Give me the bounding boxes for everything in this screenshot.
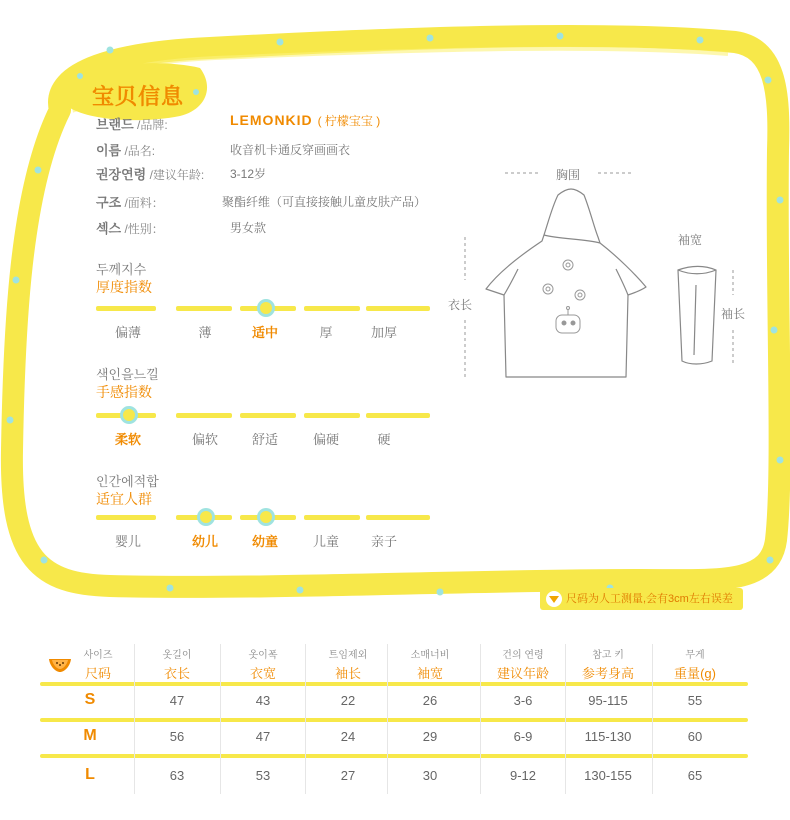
scale-label: 婴儿 xyxy=(114,534,141,549)
table-header-ko: 건의 연령 xyxy=(502,650,544,661)
info-label-zh: /面料： xyxy=(121,196,164,210)
scale-marker xyxy=(257,299,275,317)
table-size-label: L xyxy=(85,766,95,783)
scale-segment xyxy=(304,413,360,418)
table-size-label: S xyxy=(84,691,96,708)
table-header-zh xyxy=(565,663,651,682)
dim-length: 衣长 xyxy=(448,298,473,312)
brand-subname: ( 柠檬宝宝 ) xyxy=(317,114,381,128)
table-header-zh-text: 参考身高 xyxy=(581,666,634,681)
table-size-label: M xyxy=(83,727,97,744)
table-header-zh xyxy=(62,663,134,682)
table-cell: 43 xyxy=(255,693,271,708)
info-value: 收音机卡通反穿画画衣 xyxy=(230,143,351,157)
apron-diagram xyxy=(440,165,760,385)
scale-title-ko: 두께지수 xyxy=(96,262,147,277)
scale-marker xyxy=(197,508,215,526)
table-cell: 115-130 xyxy=(584,729,632,744)
table-header xyxy=(652,646,738,682)
table-cell: 53 xyxy=(255,768,271,783)
scale-label: 加厚 xyxy=(370,325,397,340)
table-header-zh-text: 建议年龄 xyxy=(496,666,549,681)
dim-sleeve-width: 袖宽 xyxy=(678,233,703,247)
info-label-zh: /品名: xyxy=(121,144,156,158)
brand-name xyxy=(230,112,380,129)
info-value: 聚酯纤维（可直接接触儿童皮肤产品） xyxy=(222,195,427,209)
table-cell: 95-115 xyxy=(588,693,628,708)
scale-label: 舒适 xyxy=(251,432,278,447)
info-label-zh: /建议年龄: xyxy=(146,168,205,182)
info-label-ko: 브랜드 xyxy=(96,117,134,132)
table-header-ko: 무게 xyxy=(685,650,705,661)
table-cell: 3-6 xyxy=(513,693,533,708)
table-header-ko: 트임제외 xyxy=(328,650,368,661)
brand-name-text: LEMONKID xyxy=(230,112,313,128)
info-value: 3-12岁 xyxy=(230,167,267,181)
table-divider xyxy=(40,754,748,758)
info-label-zh: /性别： xyxy=(121,222,164,236)
page-title: 宝贝信息 xyxy=(92,84,185,109)
info-row-gender xyxy=(96,218,267,237)
table-cell: 30 xyxy=(422,768,438,783)
table-cell: 27 xyxy=(340,768,356,783)
info-label-ko: 섹스 xyxy=(96,221,122,236)
table-cell: 55 xyxy=(687,693,703,708)
table-header-zh-text: 袖宽 xyxy=(416,666,443,681)
scale-label: 幼童 xyxy=(251,534,278,549)
table-cell: 130-155 xyxy=(584,768,632,783)
table-cell: 47 xyxy=(169,693,185,708)
measurement-note-text: 尺码为人工测量,会有3cm左右误差 xyxy=(566,593,733,605)
scale-label: 儿童 xyxy=(312,534,339,549)
table-divider xyxy=(40,718,748,722)
table-header-zh-text: 衣长 xyxy=(163,666,190,681)
table-header-ko: 참고 키 xyxy=(592,650,624,661)
scale-segment xyxy=(240,413,296,418)
scale-segment xyxy=(366,515,430,520)
table-cell: 63 xyxy=(169,768,185,783)
info-value: 男女款 xyxy=(230,221,267,235)
table-header-ko: 옷길이 xyxy=(162,650,192,661)
scale-segment xyxy=(366,306,430,311)
table-header-unit: (g) xyxy=(700,666,716,681)
radio-icon xyxy=(543,260,585,333)
scale-title-zh: 适宜人群 xyxy=(96,491,152,507)
dim-sleeve-length: 袖长 xyxy=(721,307,746,321)
info-row-age xyxy=(96,164,267,183)
scale-label: 偏软 xyxy=(191,432,218,447)
table-header xyxy=(48,646,134,682)
info-row-name xyxy=(96,140,351,159)
table-header-ko: 옷이폭 xyxy=(248,650,278,661)
table-divider xyxy=(40,682,748,686)
table-cell: 56 xyxy=(169,729,185,744)
info-label-ko: 구조 xyxy=(96,195,122,210)
table-cell: 65 xyxy=(687,768,703,783)
info-row-brand xyxy=(96,114,168,133)
scale-title-zh: 厚度指数 xyxy=(96,279,152,295)
table-header-ko: 소매너비 xyxy=(410,650,450,661)
table-header xyxy=(480,646,566,682)
scale-label: 偏薄 xyxy=(114,325,141,340)
scale-label: 厚 xyxy=(319,325,333,340)
scale-marker xyxy=(120,406,138,424)
table-cell: 60 xyxy=(687,729,703,744)
scale-title-zh: 手感指数 xyxy=(96,384,152,400)
table-header-zh-text: 袖长 xyxy=(334,666,361,681)
scale-segment xyxy=(96,515,156,520)
scale-segment xyxy=(304,306,360,311)
table-header xyxy=(305,646,391,682)
info-label-ko: 권장연령 xyxy=(96,167,147,182)
table-cell: 47 xyxy=(255,729,271,744)
table-header-ko: 사이즈 xyxy=(83,650,113,661)
table-header xyxy=(220,646,306,682)
info-label-zh: /品牌: xyxy=(133,118,168,132)
table-header-zh-text: 尺码 xyxy=(84,666,111,681)
scale-label: 柔软 xyxy=(114,432,141,447)
table-cell: 24 xyxy=(340,729,356,744)
table-header xyxy=(134,646,220,682)
scale-label: 硬 xyxy=(377,432,391,447)
down-arrow-icon xyxy=(546,591,562,607)
scale-segment xyxy=(366,413,430,418)
table-header-zh xyxy=(134,663,220,682)
table-cell: 9-12 xyxy=(509,768,537,783)
table-header-zh xyxy=(220,663,306,682)
scale-segment xyxy=(176,413,232,418)
info-label-ko: 이름 xyxy=(96,143,122,158)
table-header-zh xyxy=(305,663,391,682)
table-cell: 6-9 xyxy=(513,729,533,744)
scale-title-ko: 색인을느낄 xyxy=(96,367,159,382)
table-cell: 26 xyxy=(422,693,438,708)
scale-segment xyxy=(176,306,232,311)
info-row-fabric xyxy=(96,192,427,211)
scale-marker xyxy=(257,508,275,526)
table-header-zh xyxy=(387,663,473,682)
measurement-note xyxy=(540,588,743,610)
table-cell: 22 xyxy=(340,693,356,708)
scale-segment xyxy=(304,515,360,520)
table-header-zh-text: 衣宽 xyxy=(249,666,276,681)
scale-label: 薄 xyxy=(198,325,212,340)
table-header-zh xyxy=(480,663,566,682)
scale-label: 亲子 xyxy=(370,534,397,549)
table-header-zh xyxy=(652,663,738,682)
table-header xyxy=(387,646,473,682)
scale-label: 偏硬 xyxy=(312,432,339,447)
table-header xyxy=(565,646,651,682)
dim-chest: 胸围 xyxy=(556,168,581,182)
scale-label: 幼儿 xyxy=(191,534,218,549)
scale-label: 适中 xyxy=(251,325,278,340)
table-cell: 29 xyxy=(422,729,438,744)
scale-segment xyxy=(96,306,156,311)
scale-title-ko: 인간에적합 xyxy=(96,474,159,489)
table-header-zh-text: 重量 xyxy=(674,666,701,681)
